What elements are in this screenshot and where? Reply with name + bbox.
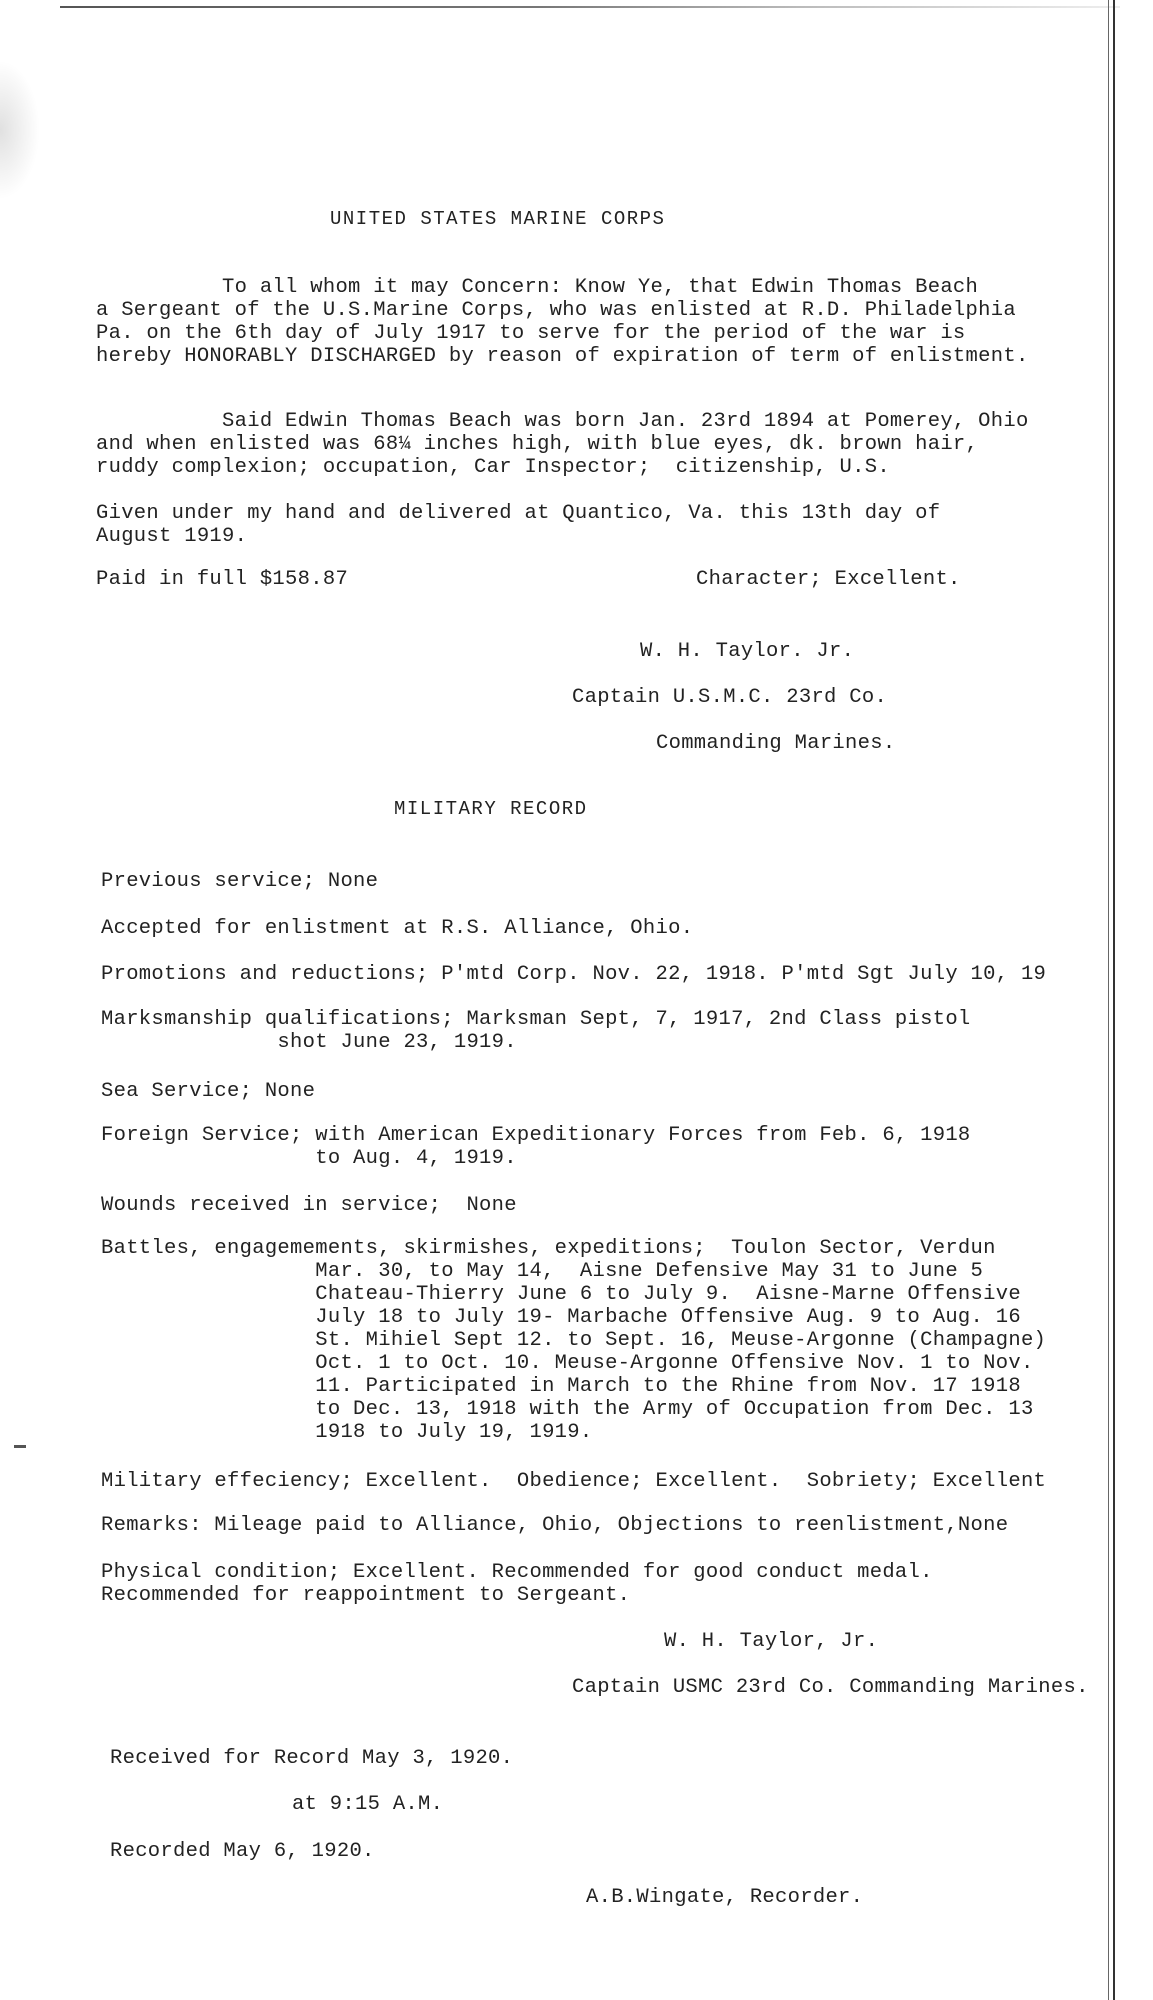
military-record-heading: MILITARY RECORD <box>394 798 588 820</box>
scan-smudge <box>0 60 40 200</box>
given-line: August 1919. <box>96 525 248 548</box>
battles-line: to Dec. 13, 1918 with the Army of Occupation from Dec. 13 <box>101 1398 1034 1421</box>
recorder-signature: A.B.Wingate, Recorder. <box>586 1886 864 1909</box>
discharge-line: Pa. on the 6th day of July 1917 to serve for the period of the war is <box>96 322 966 345</box>
discharge-line: To all whom it may Concern: Know Ye, that Edwin Thomas Beach <box>96 276 979 299</box>
battles-line: Oct. 1 to Oct. 10. Meuse-Argonne Offensive Nov. 1 to Nov. <box>101 1352 1034 1375</box>
battles-line: Battles, engagemements, skirmishes, expeditions; Toulon Sector, Verdun <box>101 1237 996 1260</box>
recorded-date: Recorded May 6, 1920. <box>110 1840 375 1863</box>
signature-role: Commanding Marines. <box>656 732 896 755</box>
physical-condition-line: Physical condition; Excellent. Recommended for good conduct medal. <box>101 1561 933 1584</box>
previous-service: Previous service; None <box>101 870 379 893</box>
received-time: at 9:15 A.M. <box>292 1793 444 1816</box>
discharge-line: hereby HONORABLY DISCHARGED by reason of expiration of term of enlistment. <box>96 345 1029 368</box>
promotions: Promotions and reductions; P'mtd Corp. Nov. 22, 1918. P'mtd Sgt July 10, 19 <box>101 963 1047 986</box>
marksmanship-line: shot June 23, 1919. <box>101 1031 517 1054</box>
description-line: and when enlisted was 68¼ inches high, with blue eyes, dk. brown hair, <box>96 433 979 456</box>
sea-service: Sea Service; None <box>101 1080 316 1103</box>
received-for-record: Received for Record May 3, 1920. <box>110 1747 514 1770</box>
paid-amount: Paid in full $158.87 <box>96 568 349 591</box>
wounds-received: Wounds received in service; None <box>101 1194 517 1217</box>
given-line: Given under my hand and delivered at Quantico, Va. this 13th day of <box>96 502 941 525</box>
battles-line: July 18 to July 19- Marbache Offensive Aug. 9 to Aug. 16 <box>101 1306 1021 1329</box>
battles-line: 11. Participated in March to the Rhine from Nov. 17 1918 <box>101 1375 1021 1398</box>
document-title: UNITED STATES MARINE CORPS <box>330 208 666 230</box>
description-line: Said Edwin Thomas Beach was born Jan. 23rd 1894 at Pomerey, Ohio <box>96 410 1029 433</box>
character-rating: Character; Excellent. <box>696 568 961 591</box>
military-efficiency: Military effeciency; Excellent. Obedience; Excellent. Sobriety; Excellent <box>101 1470 1047 1493</box>
signature-rank: Captain U.S.M.C. 23rd Co. <box>572 686 888 709</box>
remarks: Remarks: Mileage paid to Alliance, Ohio, Objections to reenlistment,None <box>101 1514 1009 1537</box>
foreign-service-line: to Aug. 4, 1919. <box>101 1147 517 1170</box>
battles-line: St. Mihiel Sept 12. to Sept. 16, Meuse-Argonne (Champagne) <box>101 1329 1047 1352</box>
signature-name: W. H. Taylor. Jr. <box>640 640 855 663</box>
signature-name: W. H. Taylor, Jr. <box>664 1630 879 1653</box>
discharge-line: a Sergeant of the U.S.Marine Corps, who was enlisted at R.D. Philadelphia <box>96 299 1016 322</box>
battles-line: Mar. 30, to May 14, Aisne Defensive May 31 to June 5 <box>101 1260 984 1283</box>
top-edge-rule <box>60 6 1120 8</box>
accepted-enlistment: Accepted for enlistment at R.S. Alliance, Ohio. <box>101 917 694 940</box>
physical-condition-line: Recommended for reappointment to Sergeant. <box>101 1584 631 1607</box>
signature-rank: Captain USMC 23rd Co. Commanding Marines. <box>572 1676 1089 1699</box>
battles-line: 1918 to July 19, 1919. <box>101 1421 593 1444</box>
marksmanship-line: Marksmanship qualifications; Marksman Sept, 7, 1917, 2nd Class pistol <box>101 1008 971 1031</box>
right-border-line <box>1113 0 1115 2000</box>
right-border-line-inner <box>1108 0 1109 2000</box>
margin-mark <box>14 1445 26 1448</box>
foreign-service-line: Foreign Service; with American Expeditionary Forces from Feb. 6, 1918 <box>101 1124 971 1147</box>
battles-line: Chateau-Thierry June 6 to July 9. Aisne-Marne Offensive <box>101 1283 1021 1306</box>
description-line: ruddy complexion; occupation, Car Inspector; citizenship, U.S. <box>96 456 890 479</box>
